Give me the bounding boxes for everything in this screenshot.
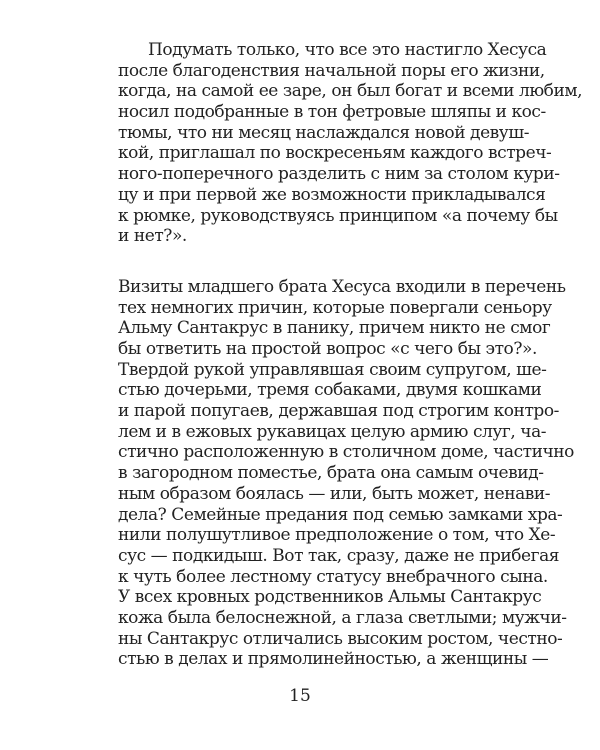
paragraph-2-line: бы ответить на простой вопрос «с чего бы это?».: [118, 339, 537, 359]
paragraph-1-line: когда, на самой ее заре, он был богат и всеми любим,: [118, 81, 583, 102]
paragraph-2-line: в загородном поместье, брата она самым очевид-: [118, 463, 544, 484]
paragraph-2-line: ны Сантакрус отличались высоким ростом, честно-: [118, 628, 563, 649]
page-number: 15: [289, 686, 311, 706]
paragraph-1-line: после благоденствия начальной поры его жизни,: [118, 60, 545, 81]
paragraph-2-line: стично расположенную в столичном доме, частично: [118, 442, 574, 463]
paragraph-2-line: стью дочерьми, тремя собаками, двумя кошками: [118, 380, 542, 401]
paragraph-2-line: нили полушутливое предположение о том, что Хе-: [118, 525, 556, 546]
paragraph-2-line: и парой попугаев, державшая под строгим контро-: [118, 401, 559, 421]
paragraph-2-line: Визиты младшего брата Хесуса входили в перечень: [118, 276, 566, 297]
paragraph-2-line: тех немногих причин, которые повергали сеньору: [118, 297, 552, 318]
paragraph-2-line: кожа была белоснежной, а глаза светлыми; мужчи-: [118, 607, 567, 628]
paragraph-2-line: У всех кровных родственников Альмы Сантакрус: [118, 587, 542, 608]
paragraph-2-line: лем и в ежовых рукавицах целую армию слуг, ча-: [118, 421, 547, 442]
paragraph-1-line: цу и при первой же возможности прикладывался: [118, 184, 546, 205]
paragraph-2-line: Альму Сантакрус в панику, причем никто не смог: [118, 318, 551, 339]
paragraph-2-line: дела? Семейные предания под семью замками хра-: [118, 504, 563, 525]
paragraph-1-line: Подумать только, что все это настигло Хесуса: [148, 40, 547, 60]
paragraph-1-line: кой, приглашал по воскресеньям каждого встреч-: [118, 143, 552, 164]
paragraph-2-line: сус — подкидыш. Вот так, сразу, даже не прибегая: [118, 545, 560, 566]
paragraph-2-line: стью в делах и прямолинейностью, а женщины —: [118, 649, 549, 670]
paragraph-1-line: ного-поперечного разделить с ним за столом кури-: [118, 164, 560, 185]
paragraph-2-line: Твердой рукой управлявшая своим супругом, ше-: [118, 359, 547, 380]
paragraph-2-line: ным образом боялась — или, быть может, ненави-: [118, 483, 551, 504]
paragraph-1-line: и нет?».: [118, 226, 187, 247]
paragraph-1-line: к рюмке, руководствуясь принципом «а почему бы: [118, 205, 558, 226]
paragraph-1-line: носил подобранные в тон фетровые шляпы и кос-: [118, 102, 546, 123]
paragraph-1-line: тюмы, что ни месяц наслаждался новой девуш-: [118, 122, 529, 143]
paragraph-2-line: к чуть более лестному статусу внебрачного сына.: [118, 566, 548, 587]
